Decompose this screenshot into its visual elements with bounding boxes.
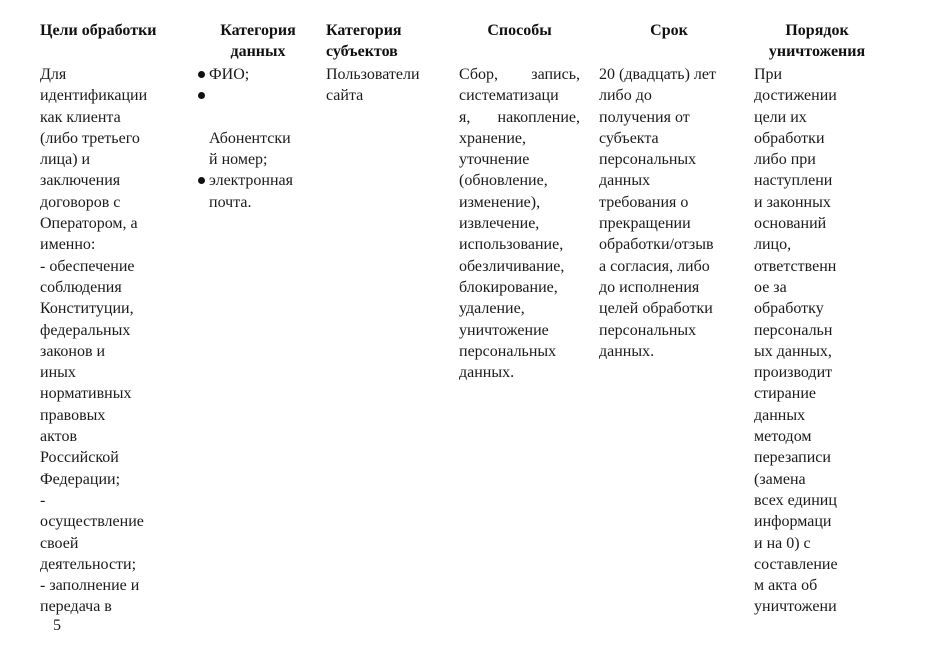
data-category-text: ФИО;	[209, 66, 250, 83]
purpose-text-line: правовых	[40, 406, 106, 424]
purpose-text-line: иных	[40, 364, 76, 382]
purpose-text-line: своей	[40, 534, 79, 552]
term-cell	[599, 64, 739, 362]
purpose-text-line: - заполнение и	[40, 577, 140, 595]
methods-text-line	[459, 64, 580, 85]
destruction-text-line: данных	[754, 406, 806, 424]
bullet-icon	[198, 71, 205, 78]
column-destruction	[754, 20, 874, 618]
purpose-text-line: договоров с	[40, 193, 121, 211]
data-category-text	[209, 85, 318, 106]
purpose-text-line: Российской	[40, 449, 119, 467]
destruction-text-line: перезаписи	[754, 449, 831, 467]
header-text: субъектов	[326, 43, 398, 60]
methods-text-line	[459, 341, 580, 362]
methods-word: извлечение,	[459, 215, 540, 233]
data-category-item	[198, 170, 318, 213]
header-text: Срок	[650, 22, 688, 39]
term-text-line: либо до	[599, 87, 652, 105]
destruction-text-line: ответственн	[754, 257, 837, 275]
methods-word: накопление,	[497, 108, 580, 126]
header-text: данных	[230, 43, 286, 60]
data-category-item	[198, 64, 318, 85]
destruction-text-line: м акта об	[754, 577, 818, 595]
header-text: Цели обработки	[40, 22, 157, 39]
destruction-text-line: цели их	[754, 108, 807, 126]
bullet-icon	[198, 92, 205, 99]
data-category-text: электронная	[209, 172, 293, 190]
term-text-line: целей обработки	[599, 300, 713, 318]
data-category-cell	[198, 64, 318, 213]
purpose-text-line: федеральных	[40, 321, 131, 339]
term-text-line: требования о	[599, 193, 689, 211]
data-category-item	[198, 85, 318, 170]
methods-word: уничтожение	[459, 321, 549, 339]
term-text-line: обработки/отзыв	[599, 236, 714, 254]
methods-word: обезличивание,	[459, 257, 565, 275]
header-term	[599, 20, 739, 62]
term-text-line: данных.	[599, 342, 655, 360]
destruction-text-line: лицо,	[754, 236, 792, 254]
purpose-text-line: как клиента	[40, 108, 121, 126]
header-methods	[459, 20, 580, 62]
methods-word: персональных	[459, 342, 557, 360]
data-category-text: почта.	[209, 193, 252, 211]
column-subject-category	[326, 20, 451, 107]
purpose-text-line: актов	[40, 428, 77, 446]
header-subject-category	[326, 20, 451, 62]
purpose-text-line: нормативных	[40, 385, 132, 403]
methods-cell	[459, 64, 580, 383]
column-data-category	[198, 20, 318, 213]
destruction-text-line: ых данных,	[754, 342, 832, 360]
destruction-text-line: производит	[754, 364, 833, 382]
destruction-text-line: и на 0) с	[754, 534, 811, 552]
methods-word: использование,	[459, 236, 564, 254]
methods-word: (обновление,	[459, 172, 548, 190]
methods-word: удаление,	[459, 300, 525, 318]
header-destruction	[754, 20, 874, 62]
methods-word: хранение,	[459, 129, 526, 147]
header-text: уничтожения	[768, 43, 866, 60]
purpose-text-line: передача в	[40, 598, 112, 616]
destruction-text-line: составление	[754, 555, 838, 573]
term-text-line: прекращении	[599, 215, 691, 233]
data-category-text: й номер;	[209, 151, 268, 169]
purpose-text-line: Для	[40, 66, 67, 83]
methods-text-line	[459, 107, 580, 128]
purpose-text-line: идентификации	[40, 87, 148, 105]
purpose-text-line: осуществление	[40, 513, 144, 531]
purpose-text-line: Федерации;	[40, 470, 121, 488]
term-text-line: данных	[599, 172, 651, 190]
methods-word: изменение),	[459, 193, 541, 211]
destruction-text-line: достижении	[754, 87, 837, 105]
purpose-text-line: Оператором, а	[40, 215, 138, 233]
purpose-text-line: законов и	[40, 342, 106, 360]
methods-word: блокирование,	[459, 278, 558, 296]
destruction-text-line: ое за	[754, 278, 787, 296]
destruction-text-line: всех единиц	[754, 491, 837, 509]
term-text-line: получения от	[599, 108, 690, 126]
destruction-text-line: обработки	[754, 129, 825, 147]
methods-text-line	[459, 128, 580, 149]
methods-text-line	[459, 298, 580, 319]
destruction-text-line: уничтожени	[754, 598, 837, 616]
methods-text-line	[459, 170, 580, 191]
column-purpose	[40, 20, 190, 618]
methods-word: систематизаци	[459, 87, 559, 105]
purpose-text-line: деятельности;	[40, 555, 137, 573]
purpose-text-line: (либо третьего	[40, 129, 140, 147]
purpose-text-line: соблюдения	[40, 278, 122, 296]
methods-word: Сбор,	[459, 66, 499, 83]
destruction-text-line: и законных	[754, 193, 831, 211]
term-text-line: а согласия, либо	[599, 257, 710, 275]
subject-text-line: сайта	[326, 87, 364, 105]
data-category-text: Абонентски	[209, 129, 291, 147]
destruction-text-line: (замена	[754, 470, 806, 488]
destruction-text-line: обработку	[754, 300, 824, 318]
methods-text-line	[459, 320, 580, 341]
term-text-line: субъекта	[599, 129, 659, 147]
purpose-cell	[40, 64, 190, 618]
header-text: Порядок	[785, 22, 849, 39]
column-term	[599, 20, 739, 362]
subject-text-line: Пользователи	[326, 66, 420, 83]
methods-text-line	[459, 149, 580, 170]
methods-word: уточнение	[459, 151, 530, 169]
purpose-text-line: Конституции,	[40, 300, 134, 318]
header-data-category	[198, 20, 318, 62]
destruction-text-line: оснований	[754, 215, 827, 233]
destruction-text-line: персональн	[754, 321, 833, 339]
methods-text-line	[459, 85, 580, 106]
destruction-text-line: стирание	[754, 385, 816, 403]
purpose-text-line: - обеспечение	[40, 257, 135, 275]
methods-text-line	[459, 277, 580, 298]
destruction-text-line: либо при	[754, 151, 816, 169]
term-text-line: 20 (двадцать) лет	[599, 66, 716, 83]
purpose-text-line: заключения	[40, 172, 121, 190]
header-purpose	[40, 20, 190, 62]
methods-word: данных.	[459, 364, 515, 382]
destruction-text-line: При	[754, 66, 783, 83]
purpose-text-line: -	[40, 491, 46, 509]
destruction-text-line: информаци	[754, 513, 832, 531]
methods-word: я,	[459, 108, 471, 126]
header-text: Способы	[487, 22, 552, 39]
methods-text-line	[459, 256, 580, 277]
header-text: Категория	[220, 22, 296, 39]
methods-text-line	[459, 234, 580, 255]
methods-text-line	[459, 192, 580, 213]
term-text-line: персональных	[599, 151, 697, 169]
methods-text-line	[459, 213, 580, 234]
term-text-line: до исполнения	[599, 278, 700, 296]
destruction-cell	[754, 64, 874, 618]
bullet-icon	[198, 177, 205, 184]
destruction-text-line: методом	[754, 428, 812, 446]
header-text: Категория	[326, 22, 402, 39]
purpose-text-line: лица) и	[40, 151, 91, 169]
destruction-text-line: наступлени	[754, 172, 833, 190]
purpose-text-line: именно:	[40, 236, 96, 254]
subject-category-cell	[326, 64, 451, 107]
methods-text-line	[459, 362, 580, 383]
data-category-text	[209, 107, 318, 128]
page-number: 5	[53, 617, 61, 634]
term-text-line: персональных	[599, 321, 697, 339]
methods-word: запись,	[531, 66, 580, 83]
column-methods	[459, 20, 580, 383]
